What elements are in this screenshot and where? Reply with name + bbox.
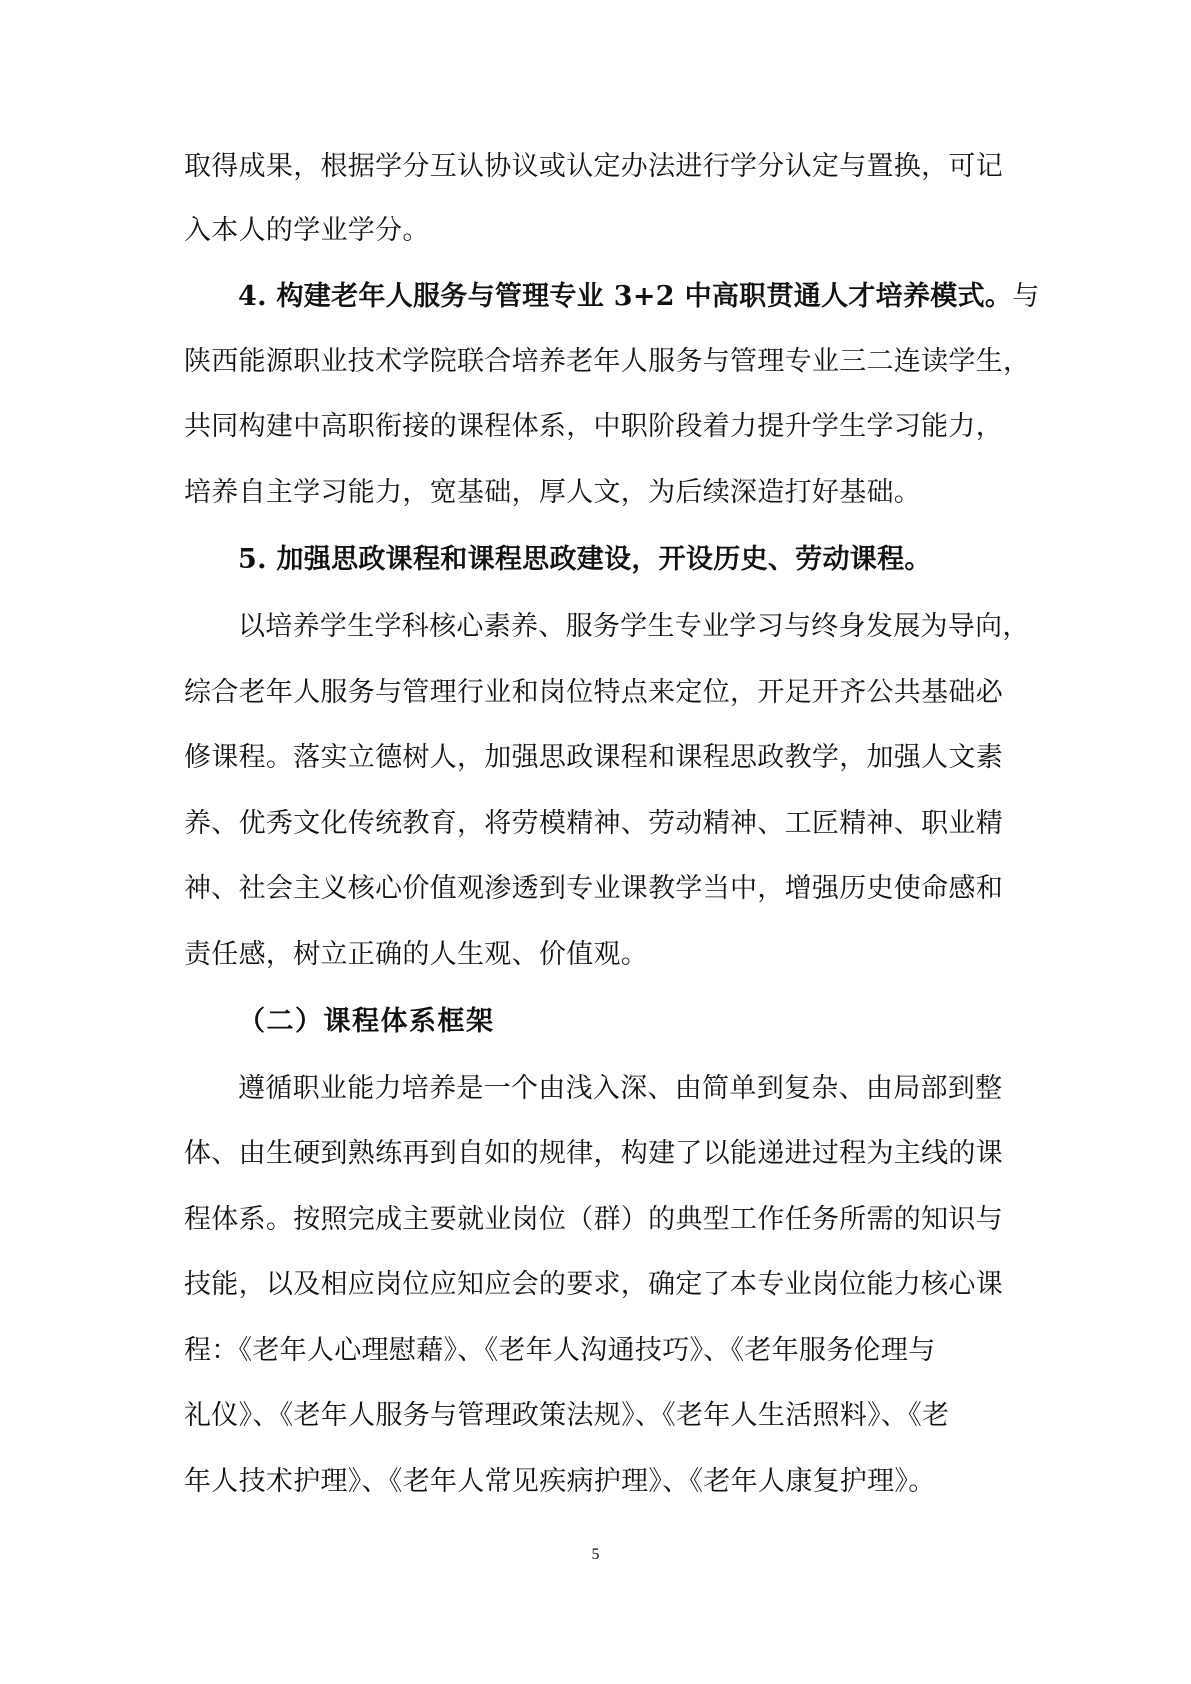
- paragraph-line: 修课程。落实立德树人，加强思政课程和课程思政教学，加强人文素: [184, 742, 1003, 773]
- paragraph-line: 入本人的学业学分。: [184, 215, 430, 246]
- item-5-heading: 5. 加强思政课程和课程思政建设，开设历史、劳动课程。: [238, 544, 932, 575]
- page-number: 5: [591, 1546, 600, 1563]
- paragraph-line: 养、优秀文化传统教育，将劳模精神、劳动精神、工匠精神、职业精: [184, 808, 1003, 839]
- paragraph-line: 程体系。按照完成主要就业岗位（群）的典型工作任务所需的知识与: [184, 1204, 1003, 1235]
- paragraph-line: 共同构建中高职衔接的课程体系，中职阶段着力提升学生学习能力，: [184, 411, 1003, 442]
- paragraph-line: 神、社会主义核心价值观渗透到专业课教学当中，增强历史使命感和: [184, 873, 1003, 904]
- paragraph-line: 取得成果，根据学分互认协议或认定办法进行学分认定与置换，可记: [184, 151, 1003, 182]
- item-4-heading: 4. 构建老年人服务与管理专业 3+2 中高职贯通人才培养模式。: [238, 281, 1013, 312]
- paragraph-line: 陕西能源职业技术学院联合培养老年人服务与管理专业三二连读学生，: [184, 346, 1031, 377]
- paragraph-line: 责任感，树立正确的人生观、价值观。: [184, 939, 649, 970]
- paragraph-line: 礼仪》、《老年人服务与管理政策法规》、《老年人生活照料》、《老: [184, 1400, 950, 1431]
- paragraph-line: 遵循职业能力培养是一个由浅入深、由简单到复杂、由局部到整: [238, 1073, 1003, 1104]
- paragraph-line: 年人技术护理》、《老年人常见疾病护理》、《老年人康复护理》。: [184, 1466, 936, 1497]
- paragraph-line: 综合老年人服务与管理行业和岗位特点来定位，开足开齐公共基础必: [184, 677, 1003, 708]
- section-heading: （二）课程体系框架: [238, 1006, 495, 1037]
- paragraph-line: 程：《老年人心理慰藉》、《老年人沟通技巧》、《老年服务伦理与: [184, 1335, 936, 1366]
- paragraph-line: 培养自主学习能力，宽基础，厚人文，为后续深造打好基础。: [184, 477, 922, 508]
- paragraph-line: 以培养学生学科核心素养、服务学生专业学习与终身发展为导向，: [238, 611, 1030, 642]
- paragraph-line: 技能，以及相应岗位应知应会的要求，确定了本专业岗位能力核心课: [184, 1269, 1003, 1300]
- item-4-first-line-tail: 与: [1012, 281, 1040, 312]
- item-4-first-line: [238, 279, 1040, 315]
- paragraph-line: 体、由生硬到熟练再到自如的规律，构建了以能递进过程为主线的课: [184, 1138, 1003, 1169]
